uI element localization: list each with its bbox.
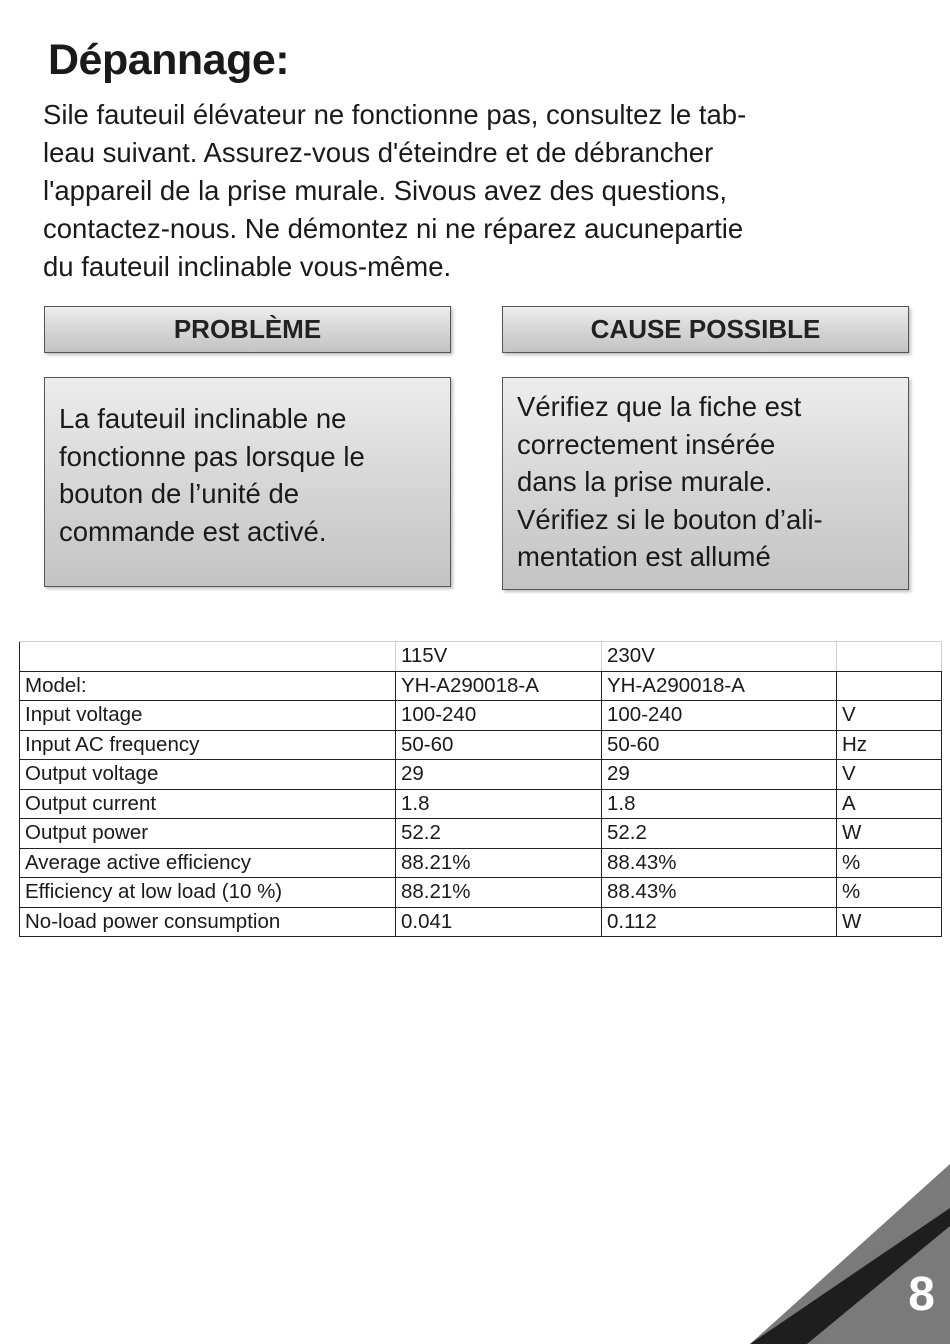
table-row <box>20 789 942 819</box>
intro-line: contactez-nous. Ne démontez ni ne réparez aucunepartie <box>43 213 744 244</box>
page-title: Dépannage: <box>48 36 290 84</box>
table-header-cell <box>20 642 396 672</box>
table-row <box>20 848 942 878</box>
page-number: 8 <box>908 1268 935 1321</box>
table-cell: Model: <box>20 671 396 701</box>
table-cell: 0.041 <box>396 907 602 937</box>
table-cell: 29 <box>396 760 602 790</box>
intro-line: du fauteuil inclinable vous-même. <box>43 251 452 282</box>
problem-line: La fauteuil inclinable ne <box>59 403 347 434</box>
table-cell: 88.43% <box>602 878 837 908</box>
table-cell: Input AC frequency <box>20 730 396 760</box>
table-cell: 1.8 <box>396 789 602 819</box>
table-row <box>20 760 942 790</box>
table-row <box>20 730 942 760</box>
table-cell: % <box>837 878 942 908</box>
table-cell: 52.2 <box>602 819 837 849</box>
table-cell: W <box>837 907 942 937</box>
table-cell: Input voltage <box>20 701 396 731</box>
intro-line: Sile fauteuil élévateur ne fonctionne pas, consultez le tab- <box>43 99 747 130</box>
problem-line: commande est activé. <box>59 515 327 547</box>
table-cell: 1.8 <box>602 789 837 819</box>
table-row <box>20 878 942 908</box>
table-cell: % <box>837 848 942 878</box>
problem-line: fonctionne pas lorsque le <box>59 440 365 472</box>
cause-line: correctement insérée <box>517 428 776 460</box>
cause-line: dans la prise murale. <box>517 466 773 497</box>
table-cell: Output voltage <box>20 760 396 790</box>
problem-description <box>44 377 451 587</box>
table-cell: 88.21% <box>396 848 602 878</box>
table-row <box>20 701 942 731</box>
table-cell: V <box>837 701 942 731</box>
cause-line: mentation est allumé <box>517 541 771 572</box>
specifications-table <box>19 641 942 937</box>
table-cell: Output power <box>20 819 396 849</box>
intro-line: l'appareil de la prise murale. Sivous avez des questions, <box>43 175 727 206</box>
table-cell: Efficiency at low load (10 %) <box>20 878 396 908</box>
cause-line: Vérifiez que la fiche est <box>517 391 802 422</box>
table-header-cell: 230V <box>602 642 837 672</box>
table-cell: 50-60 <box>602 730 837 760</box>
table-cell: 52.2 <box>396 819 602 849</box>
table-header-cell: 115V <box>396 642 602 672</box>
table-row <box>20 819 942 849</box>
table-cell: 50-60 <box>396 730 602 760</box>
intro-line: leau suivant. Assurez-vous d'éteindre et de débrancher <box>43 137 714 168</box>
table-cell: YH-A290018-A <box>602 671 837 701</box>
table-row <box>20 671 942 701</box>
table-cell: Hz <box>837 730 942 760</box>
cause-description <box>502 377 909 590</box>
table-header-cell <box>837 642 942 672</box>
problem-line: bouton de l’unité de <box>59 478 300 509</box>
table-cell: 100-240 <box>396 701 602 731</box>
table-cell <box>837 671 942 701</box>
table-cell: A <box>837 789 942 819</box>
table-cell: 29 <box>602 760 837 790</box>
cause-header: CAUSE POSSIBLE <box>502 306 909 353</box>
table-cell: V <box>837 760 942 790</box>
problem-header: PROBLÈME <box>44 306 451 353</box>
cause-line: Vérifiez si le bouton d’ali- <box>517 503 823 535</box>
table-cell: 0.112 <box>602 907 837 937</box>
table-cell: No-load power consumption <box>20 907 396 937</box>
table-cell: Output current <box>20 789 396 819</box>
table-cell: 88.21% <box>396 878 602 908</box>
intro-paragraph <box>43 96 913 286</box>
table-cell: Average active efficiency <box>20 848 396 878</box>
table-cell: YH-A290018-A <box>396 671 602 701</box>
table-row <box>20 907 942 937</box>
table-cell: 100-240 <box>602 701 837 731</box>
table-header-row <box>20 642 942 672</box>
table-cell: 88.43% <box>602 848 837 878</box>
table-cell: W <box>837 819 942 849</box>
